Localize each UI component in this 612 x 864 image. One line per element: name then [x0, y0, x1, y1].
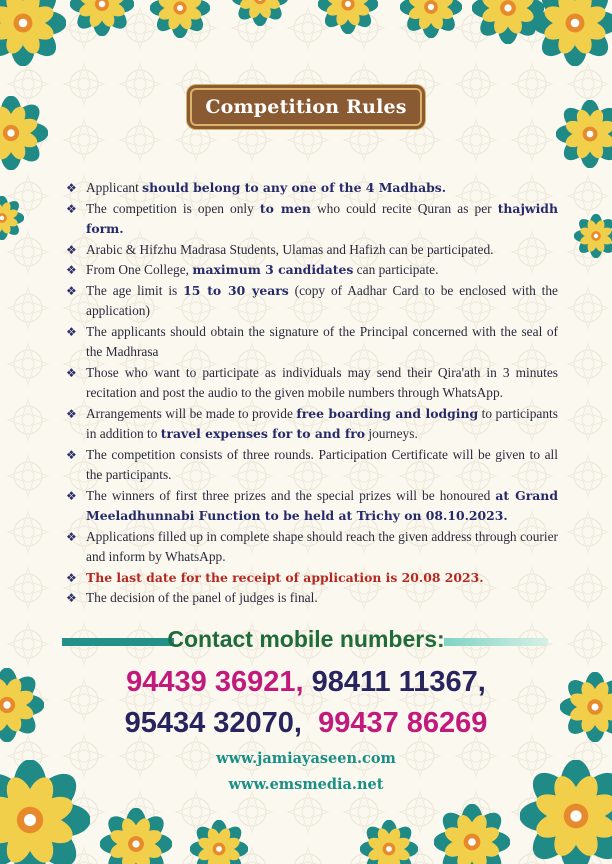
title-badge	[190, 88, 422, 126]
flower-ornament-icon	[0, 196, 24, 245]
flower-ornament-icon	[434, 804, 510, 864]
rule-text: who could recite Quran as per	[310, 200, 498, 216]
page-title: Competition Rules	[205, 96, 407, 118]
diamond-bullet-icon: ❖	[66, 242, 77, 257]
rule-item-deadline	[66, 568, 558, 589]
rule-text-bold: thajwidh form.	[86, 200, 558, 236]
rule-text: Applications filled up in complete shape should reach the given address through courier and inform by WhatsApp.	[86, 528, 558, 564]
diamond-bullet-icon: ❖	[66, 406, 77, 421]
phone-number[interactable]: 94439 36921,	[126, 666, 304, 698]
rule-item	[66, 404, 558, 445]
rule-item	[66, 240, 558, 261]
rule-text: (copy of Aadhar Card to be enclosed with the application)	[86, 282, 558, 318]
diamond-bullet-icon: ❖	[66, 488, 77, 503]
diamond-bullet-icon: ❖	[66, 570, 77, 585]
rule-item	[66, 588, 558, 609]
rule-text: Those who want to participate as individuals may send their Qira'ath in 3 minutes recitation and post the audio to the given mobile numbers through WhatsApp.	[86, 364, 558, 400]
rule-text: to participants in addition to	[86, 405, 558, 441]
flower-ornament-icon	[532, 0, 612, 71]
rule-text: The competition is open only	[86, 200, 260, 216]
flower-ornament-icon	[574, 214, 612, 263]
rule-text: journeys.	[365, 426, 418, 441]
rule-text-bold: maximum 3 candidates	[192, 262, 354, 277]
rule-text: Arabic & Hifzhu Madrasa Students, Ulamas and Hafizh can be participated.	[86, 241, 494, 257]
rule-item	[66, 260, 558, 281]
rule-item	[66, 281, 558, 322]
flower-ornament-icon	[400, 0, 462, 43]
rule-item	[66, 199, 558, 240]
rule-item	[66, 486, 558, 527]
diamond-bullet-icon: ❖	[66, 365, 77, 380]
rule-text: The competition consists of three rounds. Participation Certificate will be given to all the participants.	[86, 446, 558, 482]
phone-number[interactable]: 98411 11367,	[303, 666, 486, 698]
phone-number[interactable]: 95434 32070,	[124, 707, 302, 739]
rule-text: Applicant	[86, 180, 143, 195]
rule-text-bold: 15 to 30 years	[183, 282, 289, 298]
diamond-bullet-icon: ❖	[66, 447, 77, 462]
rule-item	[66, 445, 558, 486]
phone-numbers-row-1	[0, 666, 612, 699]
rule-text: The winners of first three prizes and the special prizes will be honoured	[86, 487, 496, 503]
flower-ornament-icon	[190, 820, 248, 864]
rule-item	[66, 178, 558, 199]
rule-text: The last date for the receipt of application is 20.08 2023.	[86, 569, 484, 585]
flower-ornament-icon	[150, 0, 210, 43]
website-link-jamiayaseen[interactable]: www.jamiayaseen.com	[216, 750, 396, 767]
flower-ornament-icon	[232, 0, 288, 31]
rule-item	[66, 363, 558, 404]
diamond-bullet-icon: ❖	[66, 591, 77, 605]
flower-ornament-icon	[318, 0, 378, 39]
flower-ornament-icon	[556, 100, 612, 173]
rule-text-bold: free boarding and lodging	[296, 405, 479, 421]
phone-number[interactable]: 99437 86269	[301, 707, 488, 739]
website-link-emsmedia[interactable]: www.emsmedia.net	[228, 776, 384, 793]
flower-ornament-icon	[360, 820, 418, 864]
diamond-bullet-icon: ❖	[66, 529, 77, 544]
rules-list	[66, 178, 558, 609]
rule-text: Arrangements will be made to provide	[86, 405, 297, 421]
diamond-bullet-icon: ❖	[66, 324, 77, 339]
rule-text-bold: at Grand Meeladhunnabi Function to be held at Trichy on 08.10.2023.	[86, 487, 558, 523]
flower-ornament-icon	[70, 0, 134, 41]
flower-ornament-icon	[0, 96, 48, 175]
contact-heading: Contact mobile numbers:	[167, 626, 445, 652]
rule-text: The applicants should obtain the signature of the Principal concerned with the seal of the Madhrasa	[86, 323, 558, 359]
rule-item	[66, 527, 558, 568]
diamond-bullet-icon: ❖	[66, 181, 77, 195]
rule-text-bold: to men	[259, 200, 311, 216]
rule-text: From One College,	[86, 262, 193, 277]
diamond-bullet-icon: ❖	[66, 263, 77, 277]
flower-ornament-icon	[100, 808, 172, 864]
diamond-bullet-icon: ❖	[66, 283, 77, 298]
phone-numbers-row-2	[0, 707, 612, 740]
rule-text: The age limit is	[86, 282, 184, 298]
rule-text: can participate.	[353, 262, 439, 277]
rule-text-bold: should belong to any one of the 4 Madhabs.	[142, 180, 447, 195]
rule-text-bold: travel expenses for to and fro	[160, 426, 365, 441]
flower-ornament-icon	[0, 0, 66, 71]
diamond-bullet-icon: ❖	[66, 201, 77, 216]
rule-text: The decision of the panel of judges is final.	[86, 590, 318, 605]
rule-item	[66, 322, 558, 363]
